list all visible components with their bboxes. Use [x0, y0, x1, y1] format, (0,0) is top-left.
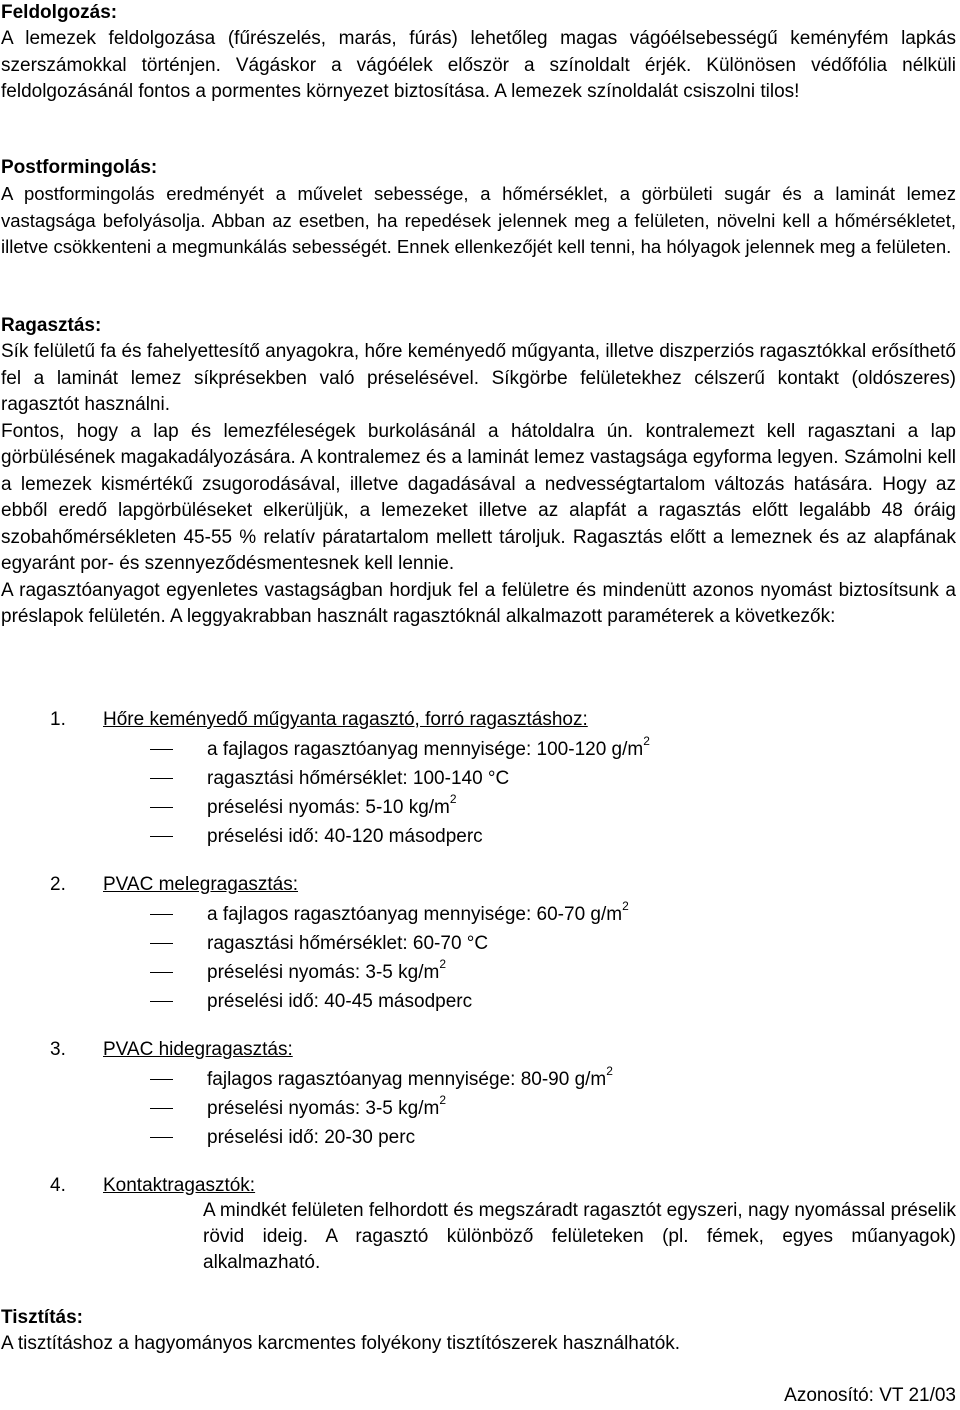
parameter-text: fajlagos ragasztóanyag mennyisége: 80-90 g/m [207, 1069, 607, 1090]
dash-bullet [150, 778, 173, 779]
adhesive-list-item-1 [0, 705, 960, 851]
parameter-row [0, 735, 960, 764]
parameter-text: préselési nyomás: 3-5 kg/m [207, 1098, 440, 1119]
superscript: 2 [439, 956, 447, 971]
parameter-row [0, 1123, 960, 1152]
section-paragraph: A tisztításhoz a hagyományos karcmentes folyékony tisztítószerek használhatók. [1, 1333, 681, 1354]
parameter-text: a fajlagos ragasztóanyag mennyisége: 100-120 g/m [207, 739, 644, 760]
parameter-text: préselési idő: 40-45 másodperc [207, 991, 473, 1012]
section-paragraph: Sík felületű fa és fahelyettesítő anyagokra, hőre keményedő műgyanta, illetve diszperziós ragasztókkal erősíthető fel a laminát lemez síkprésekben való préselésével. Síkgörbe felületekhez célszerű kontakt (oldószeres) ragasztót használni. [1, 341, 956, 415]
section-paragraph: A ragasztóanyagot egyenletes vastagságban hordjuk fel a felületre és mindenütt azonos nyomást biztosítsunk a préslapok felületén. A leggyakrabban használt ragasztóknál alkalmazott paraméterek a következők: [1, 579, 956, 627]
superscript: 2 [643, 733, 650, 748]
parameter-text: préselési idő: 40-120 másodperc [207, 826, 483, 847]
list-title: Hőre keményedő műgyanta ragasztó, forró ragasztáshoz: [103, 709, 588, 730]
adhesive-list-item-2 [0, 870, 960, 1016]
parameter-row [0, 929, 960, 958]
section-postformingolas [1, 155, 956, 261]
dash-bullet [150, 914, 173, 915]
parameter-row [0, 958, 960, 987]
section-title: Ragasztás: [1, 315, 102, 336]
list-number: 3. [50, 1039, 66, 1060]
parameter-row [0, 793, 960, 822]
section-tisztitas [1, 1305, 956, 1358]
dash-bullet [150, 972, 173, 973]
parameter-text: ragasztási hőmérséklet: 60-70 °C [207, 933, 489, 954]
parameter-row [0, 900, 960, 929]
superscript: 2 [449, 791, 457, 806]
list-description: A mindkét felületen felhordott és megszáradt ragasztót egyszeri, nagy nyomással préselik rövid ideig. A ragasztó különböző felületeken (pl. fémek, egyes műanyagok) alkalmazható. [203, 1200, 956, 1273]
dash-bullet [150, 1108, 173, 1109]
dash-bullet [150, 1137, 173, 1138]
parameter-text: a fajlagos ragasztóanyag mennyisége: 60-70 g/m [207, 904, 623, 925]
parameter-text: ragasztási hőmérséklet: 100-140 °C [207, 768, 510, 789]
parameter-row [0, 1094, 960, 1123]
superscript: 2 [606, 1063, 613, 1078]
superscript: 2 [439, 1092, 447, 1107]
section-paragraph: A lemezek feldolgozása (fűrészelés, marás, fúrás) lehetőleg magas vágóélsebességű keményfém lapkás szerszámokkal történjen. Vágáskor a vágóélek először a színoldalt érjék. Különösen védőfólia nélküli feldolgozásánál fontos a pormentes környezet biztosítása. A lemezek színoldalát csiszolni tilos! [1, 28, 956, 102]
dash-bullet [150, 807, 173, 808]
parameter-row [0, 1065, 960, 1094]
list-number: 1. [50, 709, 66, 730]
section-title: Postformingolás: [1, 157, 158, 178]
parameter-row [0, 987, 960, 1016]
dash-bullet [150, 1001, 173, 1002]
section-paragraph: Fontos, hogy a lap és lemezféleségek burkolásánál a hátoldalra ún. kontralemezt kell ragasztani a lap görbülésének magakadályozására. A kontralemez és a laminát lemez vastagsága egyforma legyen. Számolni kell a lemezek kismértékű zsugorodásával, illetve dagadásával a nedvességtartalom változás hatására. Hogy az ebből eredő lapgörbüléseket elkerüljük, a lemezeket illetve az alapfát a ragasztás előtt legalább 48 óráig szobahőmérsékleten 45-55 % relatív páratartalom mellett tároljuk. Ragasztás előtt a lemeznek és az alapfának egyaránt por- és szennyeződésmentesnek kell lennie. [1, 420, 956, 574]
dash-bullet [150, 749, 173, 750]
parameter-row [0, 822, 960, 851]
parameter-text: préselési idő: 20-30 perc [207, 1127, 416, 1148]
list-number: 2. [50, 874, 66, 895]
list-title: PVAC hidegragasztás: [103, 1039, 293, 1060]
dash-bullet [150, 836, 173, 837]
parameter-text: préselési nyomás: 5-10 kg/m [207, 797, 450, 818]
dash-bullet [150, 1079, 173, 1080]
section-paragraph: A postformingolás eredményét a művelet sebessége, a hőmérséklet, a görbületi sugár és a laminát lemez vastagsága befolyásolja. Abban az esetben, ha repedések jelennek meg a felületen, növelni kell a hőmérsékletet, illetve csökkenteni a megmunkálás sebességét. Ennek ellenkezőjét kell tenni, ha hólyagok jelennek meg a felületen. [1, 183, 956, 257]
section-title: Feldolgozás: [1, 2, 118, 23]
parameter-row [0, 764, 960, 793]
list-number: 4. [50, 1175, 66, 1196]
list-title: PVAC melegragasztás: [103, 874, 299, 895]
list-title: Kontaktragasztók: [103, 1175, 256, 1196]
adhesive-list-item-4 [0, 1171, 960, 1273]
superscript: 2 [622, 898, 629, 913]
document-identifier: Azonosító: VT 21/03 [784, 1385, 956, 1406]
adhesive-list-item-3 [0, 1035, 960, 1152]
section-title: Tisztítás: [1, 1307, 84, 1328]
parameter-text: préselési nyomás: 3-5 kg/m [207, 962, 440, 983]
section-feldolgozas [1, 0, 956, 106]
dash-bullet [150, 943, 173, 944]
section-ragasztas [1, 313, 956, 631]
